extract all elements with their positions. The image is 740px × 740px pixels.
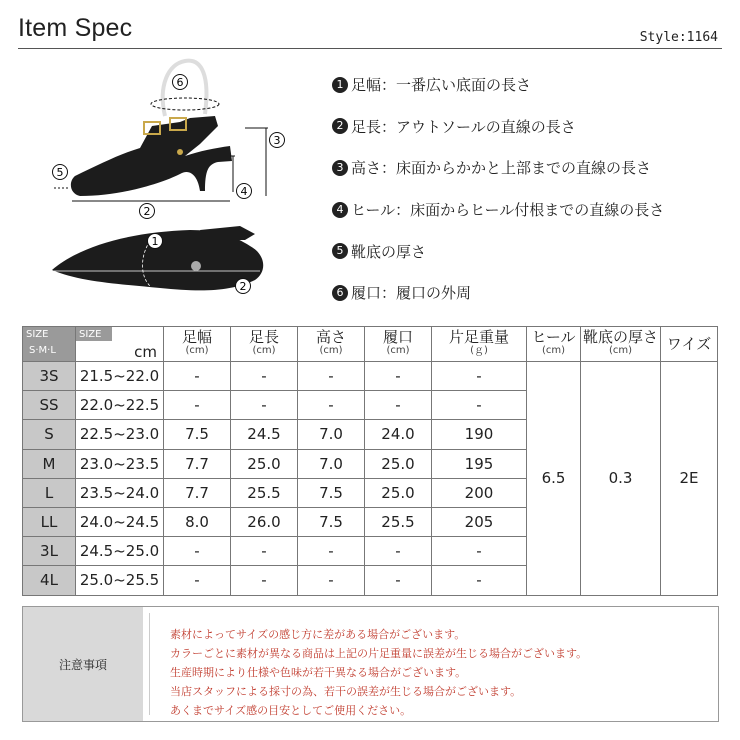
table-header-row <box>23 327 718 362</box>
header-divider <box>18 48 722 49</box>
note-line: 当店スタッフによる採寸の為、若干の誤差が生じる場合がございます。 <box>170 685 522 698</box>
page-title: Item Spec <box>18 14 133 42</box>
table-row: S 22.5~23.0 7.5 24.5 7.0 24.0 190 <box>23 420 718 449</box>
sole-thickness-value: 0.3 <box>581 362 661 596</box>
legend-item: 3 高さ：床面からかかと上部までの直線の長さ <box>332 147 732 189</box>
table-row: LL 24.0~24.5 8.0 26.0 7.5 25.5 205 <box>23 507 718 536</box>
heel-value: 6.5 <box>527 362 581 596</box>
note-line: 生産時期により仕様や色味が若干異なる場合がございます。 <box>170 666 467 679</box>
legend-item: 6 履口：履口の外周 <box>332 272 732 314</box>
table-row: SS 22.0~22.5 - - - - - <box>23 391 718 420</box>
notes-box <box>22 606 719 722</box>
table-row: M 23.0~23.5 7.7 25.0 7.0 25.0 195 <box>23 449 718 478</box>
number-badge-icon: 4 <box>332 202 348 218</box>
legend-item: 5 靴底の厚さ <box>332 230 732 272</box>
column-header: 高さ (cm) <box>298 327 365 362</box>
number-badge-icon: 5 <box>332 243 348 259</box>
column-header: 靴底の厚さ (cm) <box>581 327 661 362</box>
width-value: 2E <box>661 362 718 596</box>
table-row: 4L 25.0~25.5 - - - - - <box>23 566 718 595</box>
number-badge-icon: 6 <box>332 285 348 301</box>
column-header: 足長 (cm) <box>231 327 298 362</box>
svg-text:4: 4 <box>240 185 248 198</box>
column-header: ヒール (cm) <box>527 327 581 362</box>
size-corner-cell: SIZE S·M·L <box>23 327 76 362</box>
size-cm-corner-cell: SIZE cm <box>76 327 164 362</box>
svg-text:5: 5 <box>56 166 64 179</box>
note-line: カラーごとに素材が異なる商品は上記の片足重量に誤差が生じる場合がございます。 <box>170 647 588 660</box>
note-line: あくまでサイズ感の目安としてご使用ください。 <box>170 704 412 717</box>
number-badge-icon: 3 <box>332 160 348 176</box>
legend-item: 4 ヒール：床面からヒール付根までの直線の長さ <box>332 189 732 231</box>
legend-item: 2 足長：アウトソールの直線の長さ <box>332 106 732 148</box>
note-line: 素材によってサイズの感じ方に差がある場合がございます。 <box>170 628 466 641</box>
number-badge-icon: 1 <box>332 77 348 93</box>
notes-body <box>149 613 712 715</box>
notes-label: 注意事項 <box>23 607 143 721</box>
svg-text:2: 2 <box>239 280 247 293</box>
table-row: 3S 21.5~22.0 - - - - - 6.5 0.3 2E <box>23 362 718 391</box>
table-row: 3L 24.5~25.0 - - - - - <box>23 537 718 566</box>
shoe-measurement-diagram <box>40 56 320 306</box>
style-number: Style:1164 <box>639 30 718 45</box>
svg-text:1: 1 <box>151 235 159 248</box>
svg-text:2: 2 <box>143 205 151 218</box>
column-header: 履口 (cm) <box>365 327 432 362</box>
column-header: ワイズ <box>661 327 718 362</box>
number-badge-icon: 2 <box>332 118 348 134</box>
svg-text:6: 6 <box>176 76 184 89</box>
size-spec-table <box>22 326 718 596</box>
measurement-legend <box>332 64 732 314</box>
table-row: L 23.5~24.0 7.7 25.5 7.5 25.0 200 <box>23 478 718 507</box>
svg-text:3: 3 <box>273 134 281 147</box>
legend-item: 1 足幅：一番広い底面の長さ <box>332 64 732 106</box>
column-header: 片足重量 (ｇ) <box>432 327 527 362</box>
column-header: 足幅 (cm) <box>164 327 231 362</box>
